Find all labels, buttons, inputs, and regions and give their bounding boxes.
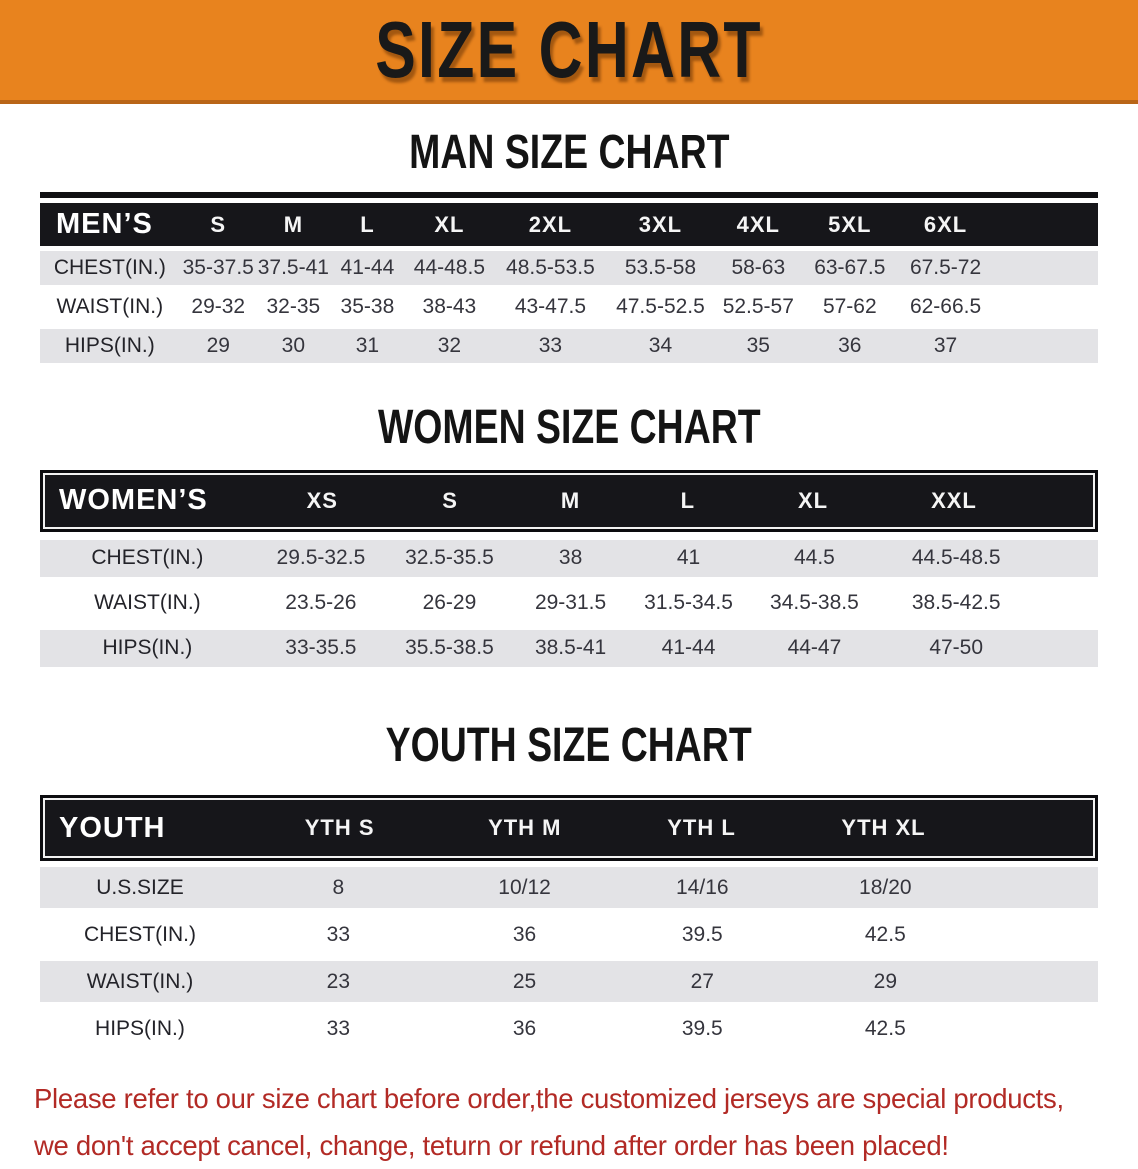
size-value: 26-29 (422, 591, 477, 615)
size-column-label: 4XL (736, 211, 780, 237)
size-column-label: 2XL (528, 211, 573, 237)
size-value: 39.5 (681, 922, 723, 946)
size-value: 67.5-72 (909, 256, 982, 280)
size-value: 29 (873, 969, 897, 993)
size-value: 8 (332, 875, 345, 899)
size-value: 43-47.5 (514, 295, 587, 319)
table-header-row (40, 203, 1098, 246)
measure-row-label: HIPS(IN.) (64, 334, 155, 358)
men-table-wrap (40, 192, 1098, 363)
size-value: 44.5-48.5 (911, 546, 1001, 570)
size-value: 36 (838, 334, 862, 358)
table-group-label: MEN’S (56, 208, 153, 241)
size-column-label: 6XL (923, 211, 968, 237)
measure-row-label: U.S.SIZE (96, 875, 184, 899)
size-value: 44-48.5 (413, 256, 486, 280)
size-value: 32 (437, 334, 462, 358)
table-row (40, 1008, 1098, 1049)
size-value: 32.5-35.5 (405, 546, 494, 570)
size-column-label: 3XL (638, 211, 683, 237)
size-value: 63-67.5 (814, 256, 886, 280)
size-value: 23.5-26 (285, 591, 357, 615)
measure-row-label: HIPS(IN.) (95, 1016, 185, 1040)
banner-title-text: SIZE CHART (375, 5, 763, 94)
youth-size-section (0, 667, 1138, 1049)
size-value: 31.5-34.5 (644, 591, 733, 615)
size-value: 35.5-38.5 (405, 636, 494, 660)
size-value: 29-32 (191, 295, 246, 319)
measure-row-label: WAIST(IN.) (56, 295, 164, 319)
size-value: 33 (538, 334, 563, 358)
size-column-label: YTH S (304, 815, 375, 841)
men-section-heading-text: MAN SIZE CHART (408, 126, 730, 179)
table-row (40, 585, 1098, 622)
table-row (40, 329, 1098, 363)
size-value: 41-44 (661, 636, 716, 660)
size-column-label: XL (797, 487, 829, 513)
size-value: 10/12 (498, 875, 551, 899)
disclaimer (34, 1075, 1138, 1169)
table-row (40, 914, 1098, 955)
table-row (40, 290, 1098, 324)
table-row (40, 251, 1098, 285)
size-value: 37.5-41 (257, 256, 329, 280)
measure-row-label: WAIST(IN.) (94, 591, 201, 615)
size-value: 53.5-58 (624, 256, 697, 280)
size-value: 33-35.5 (285, 636, 357, 660)
table-header-row (40, 470, 1098, 532)
size-value: 32-35 (266, 295, 321, 319)
size-chart-banner (0, 0, 1138, 104)
size-value: 47.5-52.5 (616, 295, 705, 319)
size-value: 48.5-53.5 (506, 256, 595, 280)
table-row (40, 867, 1098, 908)
size-value: 29 (206, 334, 230, 358)
women-size-section (0, 363, 1138, 666)
men-size-section (0, 104, 1138, 363)
size-value: 42.5 (864, 1016, 906, 1040)
size-column-label: XS (306, 487, 338, 513)
size-value: 35-38 (340, 295, 395, 319)
size-value: 35-37.5 (182, 256, 254, 280)
size-value: 33 (326, 922, 351, 946)
size-value: 35 (746, 334, 770, 358)
size-value: 31 (355, 334, 380, 358)
size-column-label: XL (434, 211, 465, 237)
size-column-label: 5XL (828, 211, 872, 237)
measure-row-label: WAIST(IN.) (86, 969, 194, 993)
size-value: 30 (281, 334, 306, 358)
women-section-heading (0, 363, 1138, 469)
size-value: 25 (512, 969, 537, 993)
size-value: 42.5 (864, 922, 906, 946)
size-value: 29-31.5 (534, 591, 607, 615)
size-value: 14/16 (676, 875, 729, 899)
size-value: 52.5-57 (722, 295, 794, 319)
size-column-label: XXL (931, 487, 977, 513)
youth-section-heading-text: YOUTH SIZE CHART (385, 718, 753, 772)
size-column-label: YTH XL (841, 815, 926, 841)
table-row (40, 961, 1098, 1002)
table-group-label: WOMEN’S (59, 484, 208, 517)
size-column-label: S (210, 211, 227, 237)
size-column-label: YTH L (667, 815, 736, 841)
size-column-label: L (360, 211, 375, 237)
size-value: 34.5-38.5 (770, 591, 859, 615)
men-size-table (40, 203, 1098, 363)
size-column-label: M (283, 211, 304, 237)
size-value: 38.5-41 (534, 636, 607, 660)
measure-row-label: CHEST(IN.) (83, 922, 196, 946)
measure-row-label: CHEST(IN.) (53, 256, 166, 280)
table-row (40, 630, 1098, 667)
size-value: 44-47 (787, 636, 842, 660)
size-value: 39.5 (681, 1016, 723, 1040)
size-value: 34 (648, 334, 673, 358)
size-value: 57-62 (822, 295, 877, 319)
size-value: 38.5-42.5 (911, 591, 1001, 615)
table-group-label: YOUTH (59, 811, 166, 844)
youth-section-heading (0, 667, 1138, 795)
disclaimer-line-2: we don't accept cancel, change, teturn or refund after order has been placed! (34, 1130, 949, 1162)
size-column-label: S (442, 487, 458, 513)
measure-row-label: CHEST(IN.) (91, 546, 204, 570)
size-value: 41 (676, 546, 701, 570)
women-section-heading-text: WOMEN SIZE CHART (377, 401, 761, 455)
size-column-label: M (560, 487, 581, 513)
size-value: 33 (326, 1016, 351, 1040)
size-value: 36 (512, 922, 537, 946)
size-value: 41-44 (340, 256, 395, 280)
size-value: 18/20 (859, 875, 912, 899)
size-value: 29.5-32.5 (276, 546, 366, 570)
banner-title (314, 5, 824, 94)
men-table-top-rule (40, 192, 1098, 198)
size-value: 38 (558, 546, 583, 570)
size-value: 62-66.5 (909, 295, 982, 319)
size-value: 37 (933, 334, 958, 358)
size-column-label: L (680, 487, 696, 513)
youth-table-wrap (40, 795, 1098, 1049)
youth-size-table (40, 795, 1098, 1049)
size-value: 27 (690, 969, 714, 993)
women-table-wrap (40, 470, 1098, 667)
size-value: 23 (326, 969, 351, 993)
women-size-table (40, 470, 1098, 667)
size-value: 58-63 (731, 256, 786, 280)
men-section-heading (0, 104, 1138, 192)
disclaimer-line-1: Please refer to our size chart before order,the customized jerseys are special products, (34, 1083, 1064, 1115)
size-value: 47-50 (929, 636, 984, 660)
size-value: 44.5 (793, 546, 835, 570)
table-header-row (40, 795, 1098, 861)
size-column-label: YTH M (488, 815, 562, 841)
size-value: 38-43 (422, 295, 477, 319)
measure-row-label: HIPS(IN.) (102, 636, 193, 660)
table-row (40, 540, 1098, 577)
size-value: 36 (512, 1016, 537, 1040)
